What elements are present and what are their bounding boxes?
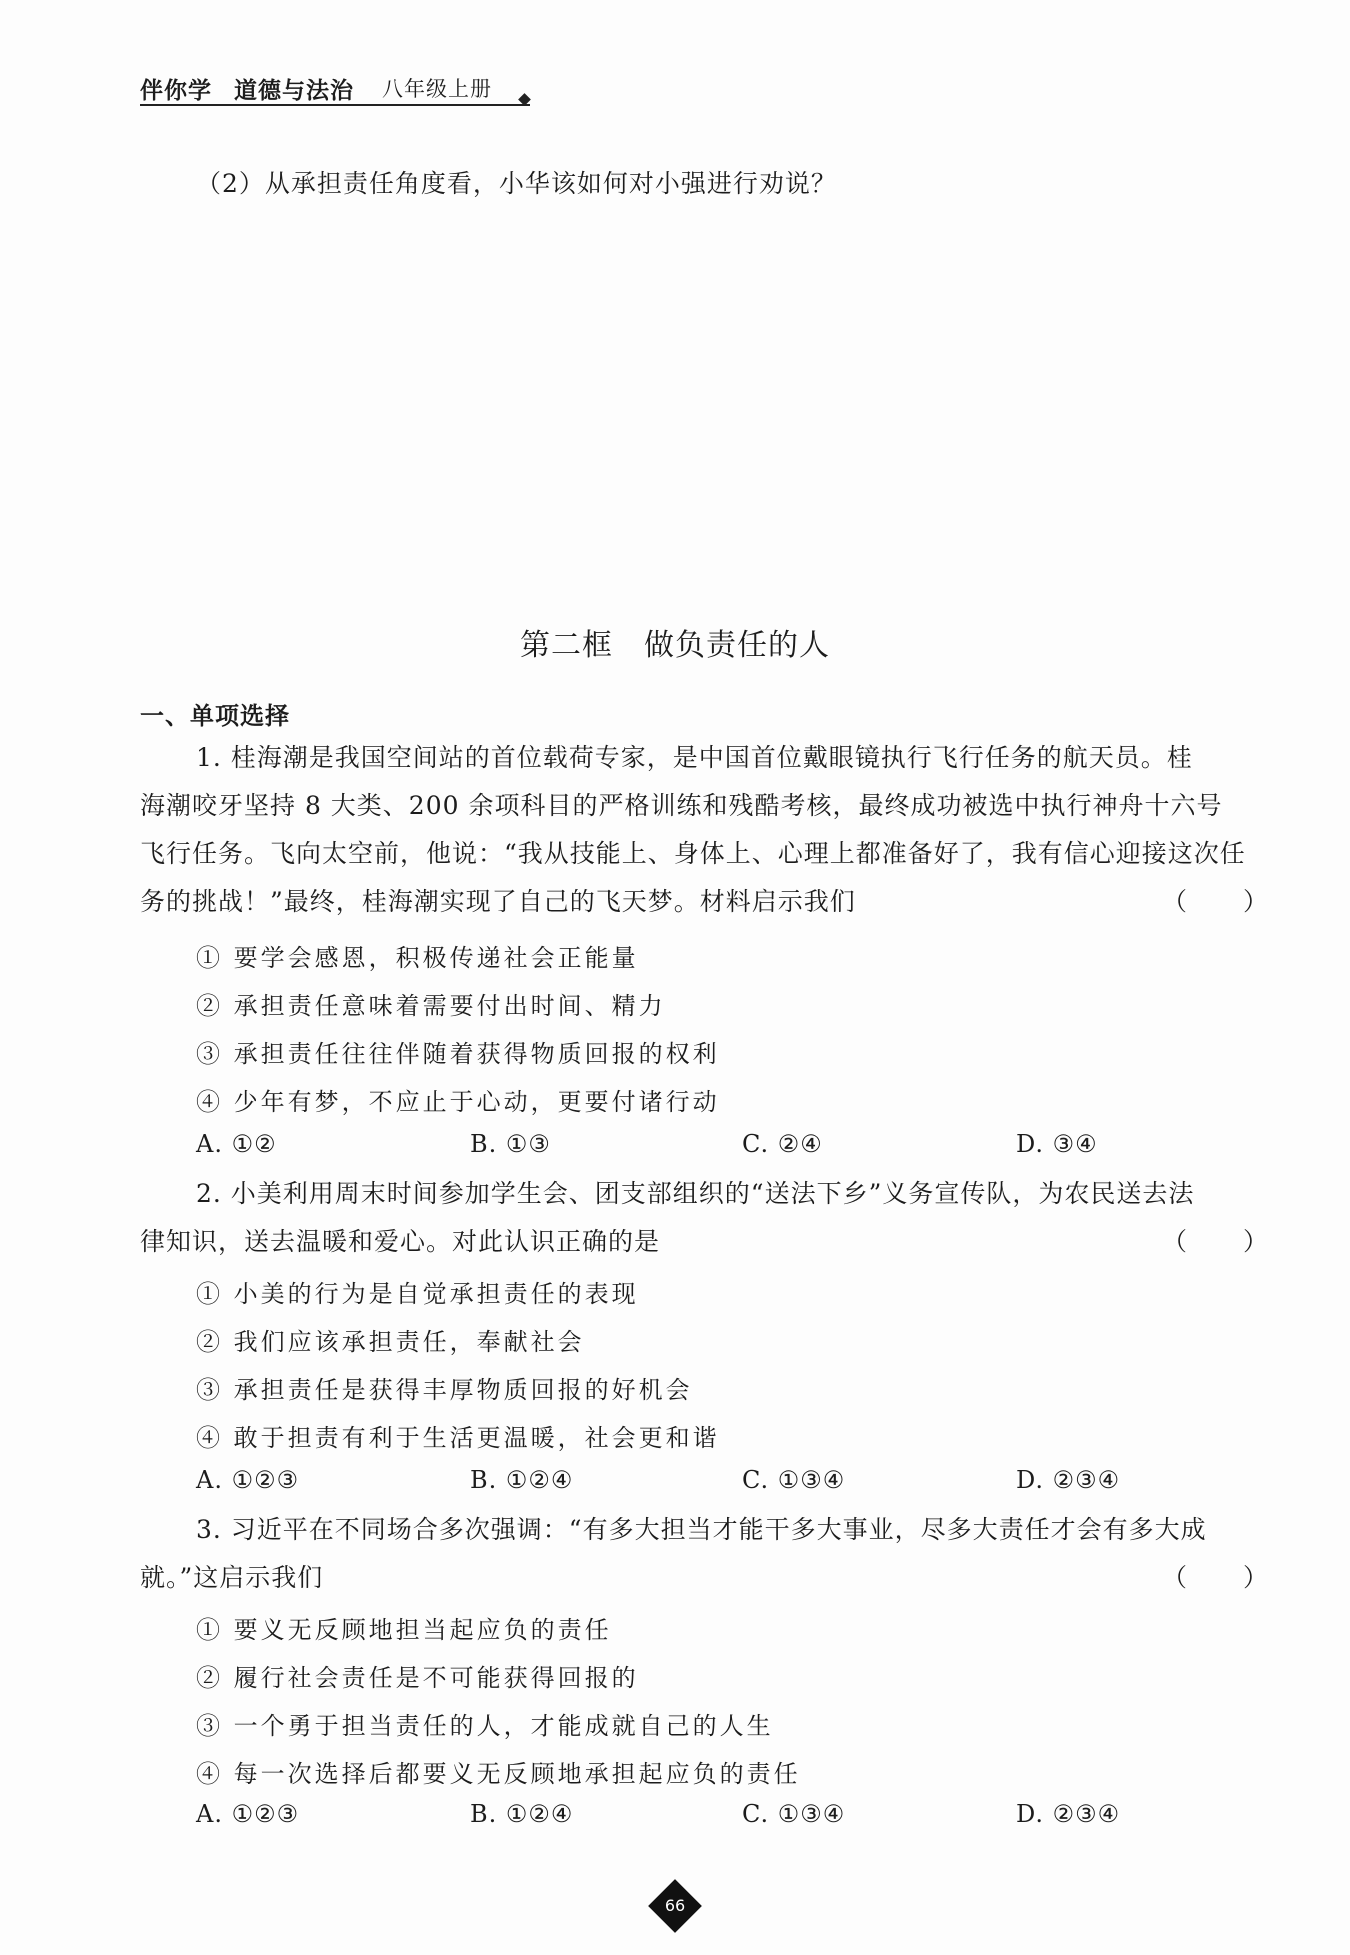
option-item: ② 我们应该承担责任，奉献社会 xyxy=(196,1328,585,1356)
option-item: ③ 承担责任往往伴随着获得物质回报的权利 xyxy=(196,1040,720,1068)
choice-a[interactable]: A. ①②③ xyxy=(196,1466,300,1494)
option-item: ③ 承担责任是获得丰厚物质回报的好机会 xyxy=(196,1376,693,1404)
answer-blank[interactable]: （ ） xyxy=(1161,1227,1270,1256)
choice-b[interactable]: B. ①②④ xyxy=(470,1800,574,1828)
option-item: ① 小美的行为是自觉承担责任的表现 xyxy=(196,1280,639,1308)
option-item: ② 承担责任意味着需要付出时间、精力 xyxy=(196,992,666,1020)
option-item: ④ 每一次选择后都要义无反顾地承担起应负的责任 xyxy=(196,1760,801,1788)
header-subject: 道德与法治 xyxy=(234,78,354,104)
choice-b[interactable]: B. ①③ xyxy=(470,1130,551,1158)
question-line: 3. 习近平在不同场合多次强调：“有多大担当才能干多大事业，尽多大责任才会有多大成 xyxy=(196,1515,1207,1544)
option-item: ① 要学会感恩，积极传递社会正能量 xyxy=(196,944,639,972)
question-line: 务的挑战！”最终，桂海潮实现了自己的飞天梦。材料启示我们 xyxy=(140,887,856,916)
running-header xyxy=(140,68,530,106)
question-part-2: （2）从承担责任角度看，小华该如何对小强进行劝说？ xyxy=(196,169,837,198)
option-item: ① 要义无反顾地担当起应负的责任 xyxy=(196,1616,612,1644)
choice-c[interactable]: C. ①③④ xyxy=(742,1466,846,1494)
question-line: 律知识，送去温暖和爱心。对此认识正确的是 xyxy=(140,1227,661,1256)
question-line: 2. 小美利用周末时间参加学生会、团支部组织的“送法下乡”义务宣传队，为农民送去法 xyxy=(196,1179,1195,1208)
question-line: 1. 桂海潮是我国空间站的首位载荷专家，是中国首位戴眼镜执行飞行任务的航天员。桂 xyxy=(196,743,1193,772)
option-item: ④ 敢于担责有利于生活更温暖，社会更和谐 xyxy=(196,1424,720,1452)
question-line: 就。”这启示我们 xyxy=(140,1563,324,1592)
question-line: 飞行任务。飞向太空前，他说：“我从技能上、身体上、心理上都准备好了，我有信心迎接这次任 xyxy=(140,839,1246,868)
choice-d[interactable]: D. ②③④ xyxy=(1016,1466,1121,1494)
header-grade: 八年级上册 xyxy=(382,77,492,101)
choice-a[interactable]: A. ①② xyxy=(196,1130,277,1158)
subsection-title: 一、单项选择 xyxy=(140,702,290,730)
question-line: 海潮咬牙坚持 8 大类、200 余项科目的严格训练和残酷考核，最终成功被选中执行神舟十六号 xyxy=(140,791,1223,820)
choice-d[interactable]: D. ②③④ xyxy=(1016,1800,1121,1828)
section-title: 第二框 做负责任的人 xyxy=(520,628,830,663)
page-number: 66 xyxy=(664,1896,686,1915)
choice-b[interactable]: B. ①②④ xyxy=(470,1466,574,1494)
answer-blank[interactable]: （ ） xyxy=(1161,887,1270,916)
option-item: ④ 少年有梦，不应止于心动，更要付诸行动 xyxy=(196,1088,720,1116)
header-series: 伴你学 xyxy=(140,78,212,104)
choice-d[interactable]: D. ③④ xyxy=(1016,1130,1098,1158)
choice-c[interactable]: C. ①③④ xyxy=(742,1800,846,1828)
choice-c[interactable]: C. ②④ xyxy=(742,1130,823,1158)
option-item: ③ 一个勇于担当责任的人，才能成就自己的人生 xyxy=(196,1712,774,1740)
choice-a[interactable]: A. ①②③ xyxy=(196,1800,300,1828)
answer-blank[interactable]: （ ） xyxy=(1161,1563,1270,1592)
option-item: ② 履行社会责任是不可能获得回报的 xyxy=(196,1664,639,1692)
